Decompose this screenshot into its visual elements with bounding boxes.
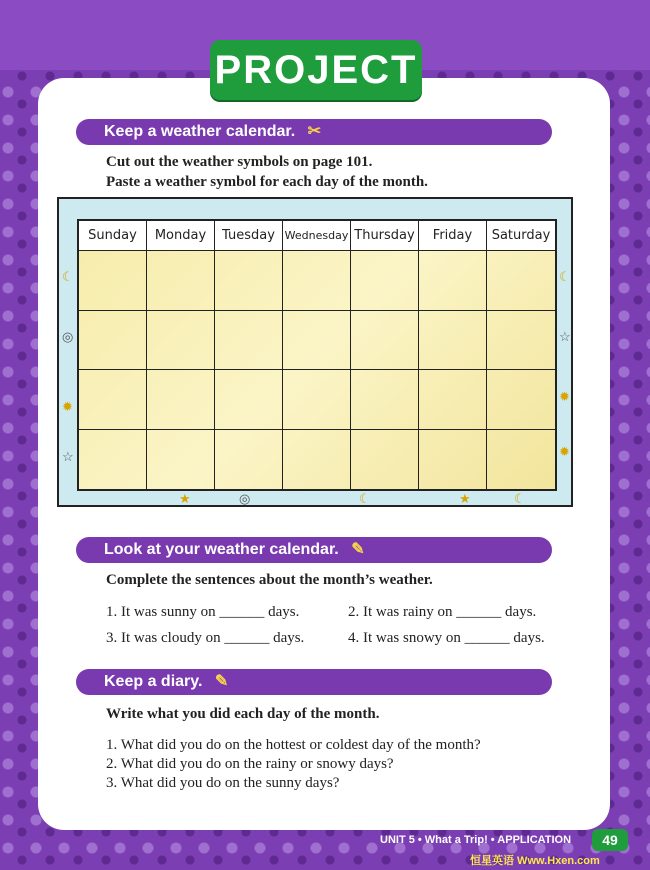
calendar-day-cell	[351, 311, 419, 371]
day-header-saturday: Saturday	[487, 221, 555, 251]
calendar-day-cell	[487, 311, 555, 371]
calendar-day-cell	[419, 430, 487, 490]
calendar-day-cell	[79, 370, 147, 430]
calendar-day-cell	[351, 251, 419, 311]
diary-question: 3. What did you do on the sunny days?	[106, 775, 340, 791]
calendar-day-cell	[283, 370, 351, 430]
sentence-number: 2.	[348, 604, 360, 620]
calendar-day-cell	[147, 430, 215, 490]
star-icon: ★	[459, 491, 471, 506]
calendar-day-cell	[79, 251, 147, 311]
section-heading-weather-calendar	[76, 119, 552, 145]
sentence-item	[106, 604, 299, 621]
calendar-day-cell	[215, 430, 283, 490]
calendar-day-cell	[419, 311, 487, 371]
calendar-day-cell	[283, 311, 351, 371]
calendar-day-cell	[147, 311, 215, 371]
section-heading-keep-diary	[76, 669, 552, 695]
calendar-day-cell	[419, 251, 487, 311]
star-icon: ☆	[559, 329, 571, 344]
project-title: PROJECT	[210, 40, 422, 100]
calendar-day-cell	[215, 311, 283, 371]
calendar-day-cell	[215, 370, 283, 430]
calendar-grid	[77, 219, 557, 491]
moon-icon: ☾	[62, 269, 74, 284]
instruction-line: Cut out the weather symbols on page 101.	[106, 154, 373, 170]
calendar-day-cell	[79, 430, 147, 490]
moon-icon: ☾	[514, 491, 526, 506]
calendar-day-cell	[79, 311, 147, 371]
sentence-item	[348, 630, 545, 647]
pencil-icon: ✎	[351, 541, 365, 558]
section-heading-text: Keep a diary.	[104, 673, 203, 690]
calendar-day-cell	[283, 251, 351, 311]
calendar-day-cell	[215, 251, 283, 311]
star-icon: ★	[179, 491, 191, 506]
instruction-line: Write what you did each day of the month.	[106, 706, 380, 722]
sentence-number: 3.	[106, 630, 118, 646]
unit-footer: UNIT 5 • What a Trip! • APPLICATION	[380, 834, 572, 846]
calendar-day-cell	[147, 251, 215, 311]
diary-question: 1. What did you do on the hottest or coldest day of the month?	[106, 737, 481, 753]
pencil-icon: ✎	[214, 673, 229, 690]
calendar-day-cell	[351, 430, 419, 490]
section-heading-text: Look at your weather calendar.	[104, 541, 339, 558]
sentence-item	[106, 630, 304, 647]
calendar-day-cell	[487, 430, 555, 490]
day-header-wednesday: Wednesday	[283, 221, 351, 251]
sun-icon: ✹	[559, 389, 570, 404]
calendar-day-cell	[487, 251, 555, 311]
day-header-friday: Friday	[419, 221, 487, 251]
sentence-text: It was snowy on ______ days.	[363, 630, 545, 646]
instruction-line: Complete the sentences about the month’s weather.	[106, 572, 433, 588]
instruction-line: Paste a weather symbol for each day of the month.	[106, 174, 428, 190]
page-number: 49	[592, 829, 628, 851]
calendar-day-cell	[283, 430, 351, 490]
sentence-text: It was sunny on ______ days.	[121, 604, 300, 620]
sentence-text: It was cloudy on ______ days.	[121, 630, 305, 646]
sentence-number: 1.	[106, 604, 118, 620]
planet-icon: ◎	[62, 329, 74, 344]
day-header-monday: Monday	[147, 221, 215, 251]
moon-icon: ☾	[559, 269, 571, 284]
calendar-day-cell	[351, 370, 419, 430]
day-header-sunday: Sunday	[79, 221, 147, 251]
star-icon: ☆	[62, 449, 74, 464]
diary-question: 2. What did you do on the rainy or snowy days?	[106, 756, 394, 772]
scissors-icon: ✂	[307, 123, 322, 140]
day-header-thursday: Thursday	[351, 221, 419, 251]
weather-calendar	[57, 197, 573, 507]
sun-icon: ✹	[559, 444, 570, 459]
day-header-tuesday: Tuesday	[215, 221, 283, 251]
sun-icon: ✹	[62, 399, 73, 414]
calendar-day-cell	[419, 370, 487, 430]
section-heading-text: Keep a weather calendar.	[104, 123, 296, 140]
section-heading-look-at-calendar	[76, 537, 552, 563]
sentence-number: 4.	[348, 630, 360, 646]
moon-icon: ☾	[359, 491, 371, 506]
calendar-day-cell	[147, 370, 215, 430]
watermark-text: 恒星英语 Www.Hxen.com	[470, 855, 600, 867]
planet-icon: ◎	[239, 491, 251, 506]
calendar-day-cell	[487, 370, 555, 430]
sentence-text: It was rainy on ______ days.	[363, 604, 537, 620]
sentence-item	[348, 604, 536, 621]
